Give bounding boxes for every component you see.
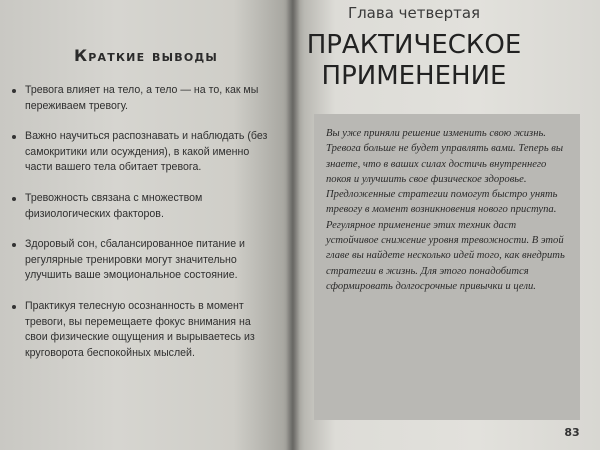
bullet-icon: [12, 197, 16, 201]
bullet-icon: [12, 135, 16, 139]
summary-item: [12, 129, 272, 176]
summary-item-text: Практикуя телесную осознанность в момент тревоги, вы перемещаете фокус внимания на свои физические ощущения и вырываетесь из круговорота беспокойных мыслей.: [25, 299, 255, 359]
chapter-label: Глава четвертая: [347, 4, 481, 22]
chapter-intro-text: Вы уже приняли решение изменить свою жизнь. Тревога больше не будет управлять вами. Теперь вы знаете, что в ваших силах достичь внутреннего покоя и улучшить свое физическое здоровье. Предложенные стратегии помогут быстро унять тревогу в момент возникновения нового приступа. Регулярное применение этих техник даст устойчивое снижение уровня тревожности. В этой главе вы найдете несколько идей того, как внедрить стратегии в жизнь. Для этого понадобится сформировать долгосрочные привычки и цели.: [326, 128, 565, 292]
summary-list: [12, 83, 272, 376]
chapter-intro-box: [314, 114, 580, 420]
summary-item-text: Здоровый сон, сбалансированное питание и регулярные тренировки могут значительно улучшить ваше эмоциональное состояние.: [25, 238, 245, 282]
left-page: [0, 0, 292, 450]
summary-item-text: Тревожность связана с множеством физиологических факторов.: [25, 191, 203, 220]
bullet-icon: [12, 89, 16, 93]
summary-item-text: Важно научиться распознавать и наблюдать (без самокритики или осуждения), в какой именно части вашего тела обитает тревога.: [25, 130, 268, 174]
summary-item-text: Тревога влияет на тело, а тело — на то, как мы переживаем тревогу.: [25, 84, 259, 112]
summary-heading: Краткие выводы: [74, 46, 218, 65]
bullet-icon: [12, 243, 16, 247]
summary-item: [12, 237, 272, 284]
summary-item: [12, 191, 272, 222]
chapter-title: ПРАКТИЧЕСКОЕ ПРИМЕНЕНИЕ: [306, 30, 522, 91]
summary-item: [12, 299, 272, 361]
summary-item: [12, 83, 272, 114]
page-number: 83: [564, 426, 580, 439]
bullet-icon: [12, 305, 16, 309]
